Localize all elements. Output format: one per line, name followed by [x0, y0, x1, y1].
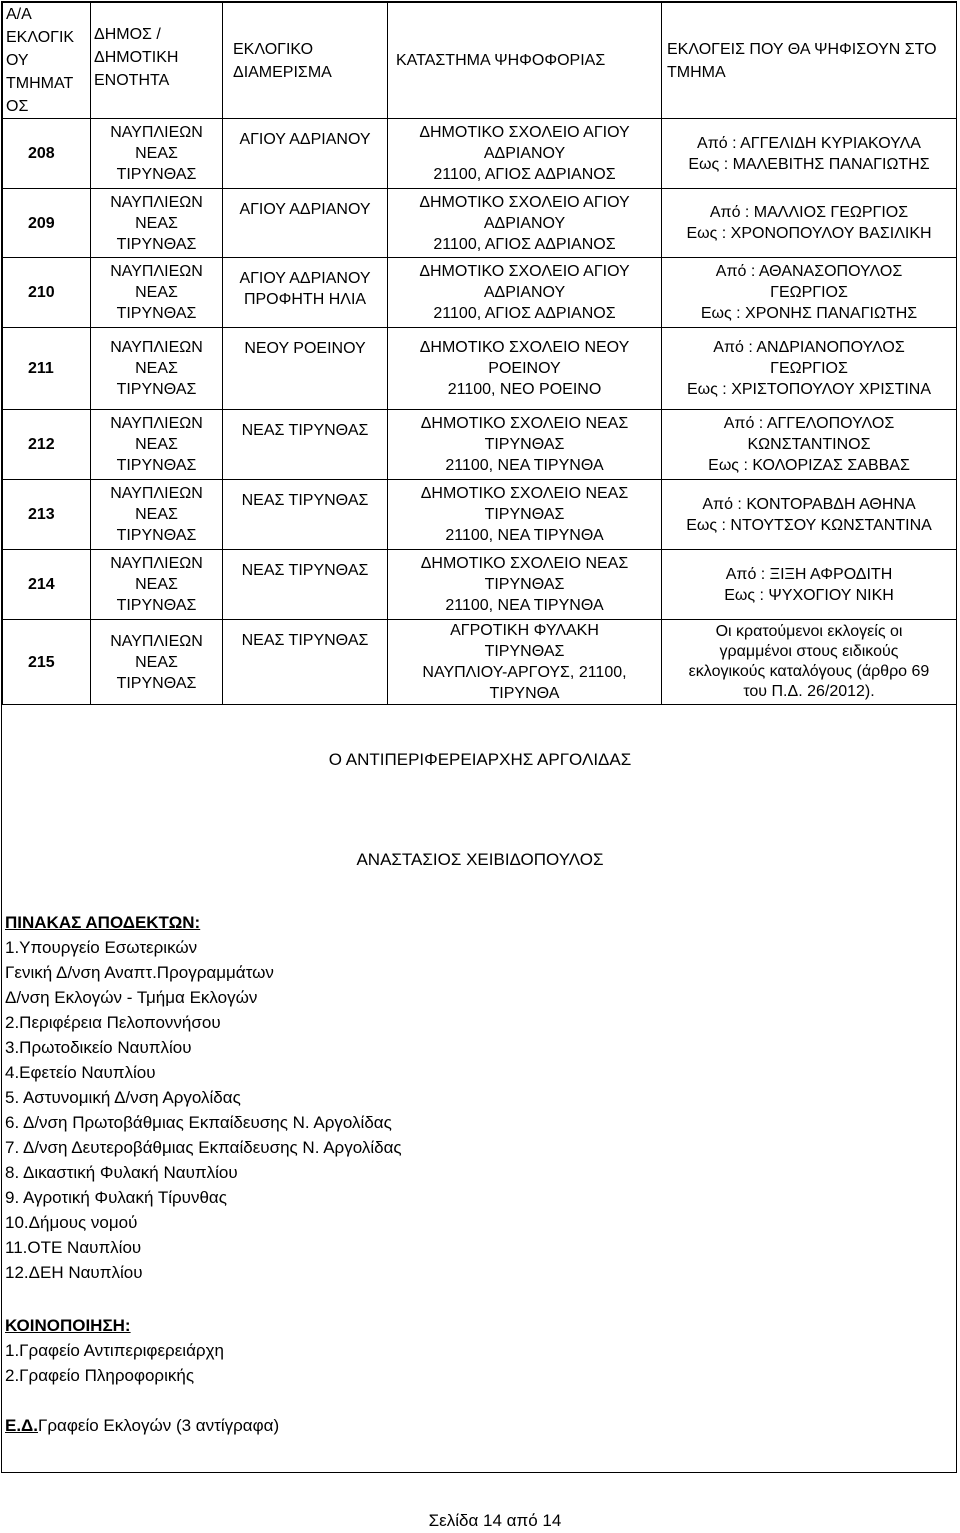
- cell-section-number: 209: [3, 189, 91, 258]
- cell-station-line: ΔΗΜΟΤΙΚΟ ΣΧΟΛΕΙΟ ΑΓΙΟΥ: [419, 193, 630, 211]
- cell-voters-line: Από : ΜΑΛΛΙΟΣ ΓΕΩΡΓΙΟΣ: [709, 204, 909, 221]
- cell-station: [388, 258, 662, 328]
- cell-station-line: ΤΙΡΥΝΘΑ: [489, 685, 560, 702]
- cell-station-line: ΔΗΜΟΤΙΚΟ ΣΧΟΛΕΙΟ ΑΓΙΟΥ: [419, 124, 630, 141]
- internal-heading: Ε.Δ.: [5, 1416, 39, 1435]
- cell-voters-line: Εως : ΧΡΙΣΤΟΠΟΥΛΟΥ ΧΡΙΣΤΙΝΑ: [686, 381, 932, 398]
- recipient-item: 8. Δικαστική Φυλακή Ναυπλίου: [5, 1163, 238, 1182]
- cell-voters-line: Εως : ΚΟΛΟΡΙΖΑΣ ΣΑΒΒΑΣ: [708, 457, 910, 474]
- cell-municipality-line: ΝΑΥΠΛΙΕΩΝ: [110, 485, 203, 502]
- recipient-item: 1.Υπουργείο Εσωτερικών: [5, 938, 198, 957]
- recipient-item: 3.Πρωτοδικείο Ναυπλίου: [5, 1038, 192, 1057]
- cell-voters: [662, 620, 957, 705]
- cell-municipality-line: ΝΑΥΠΛΙΕΩΝ: [110, 415, 203, 432]
- signature-name: ΑΝΑΣΤΑΣΙΟΣ ΧΕΙΒΙΔΟΠΟΥΛΟΣ: [356, 850, 604, 869]
- cell-voters-line: Εως : ΧΡΟΝΟΠΟΥΛΟΥ ΒΑΣΙΛΙΚΗ: [686, 225, 932, 242]
- cell-district: [223, 410, 388, 480]
- cell-station-line: ΝΑΥΠΛΙΟΥ-ΑΡΓΟΥΣ, 21100,: [422, 664, 627, 681]
- recipient-item: 2.Περιφέρεια Πελοποννήσου: [5, 1013, 221, 1032]
- cell-section-number: 208: [3, 119, 91, 189]
- recipient-item: 4.Εφετείο Ναυπλίου: [5, 1063, 156, 1082]
- cell-station: [388, 550, 662, 620]
- cell-municipality-line: ΤΙΡΥΝΘΑΣ: [116, 527, 197, 544]
- cell-district-line: ΝΕΑΣ ΤΙΡΥΝΘΑΣ: [241, 632, 369, 649]
- cell-municipality: [91, 620, 223, 705]
- cell-voters-line: Από : ΞΙΞΗ ΑΦΡΟΔΙΤΗ: [725, 565, 893, 583]
- cell-station: [388, 328, 662, 410]
- cell-district-line: ΠΡΟΦΗΤΗ ΗΛΙΑ: [243, 291, 367, 308]
- cell-municipality-line: ΝΑΥΠΛΙΕΩΝ: [110, 555, 203, 572]
- cell-section-number: 211: [3, 328, 91, 410]
- cell-voters: [662, 480, 957, 550]
- cell-voters-line: Από : ΑΝΔΡΙΑΝΟΠΟΥΛΟΣ: [713, 339, 905, 356]
- recipients-heading: ΠΙΝΑΚΑΣ ΑΠΟΔΕΚΤΩΝ:: [5, 913, 201, 932]
- cell-voters-line: του Π.Δ. 26/2012).: [743, 683, 875, 700]
- cell-voters-line: Από : ΚΟΝΤΟΡΑΒΔΗ ΑΘΗΝΑ: [702, 495, 916, 513]
- table-row: [3, 328, 957, 410]
- cell-district-line: ΝΕΑΣ ΤΙΡΥΝΘΑΣ: [241, 562, 369, 579]
- table-row: [3, 258, 957, 328]
- cell-voters-line: γραμμένοι στους ειδικούς: [719, 643, 899, 660]
- cell-municipality-line: ΝΕΑΣ: [135, 360, 178, 377]
- cell-municipality-line: ΤΙΡΥΝΘΑΣ: [116, 674, 197, 692]
- cell-voters-line: Από : ΑΓΓΕΛΟΠΟΥΛΟΣ: [723, 415, 895, 432]
- cell-section-number: 210: [3, 258, 91, 328]
- cell-voters: [662, 328, 957, 410]
- cell-district-line: ΑΓΙΟΥ ΑΔΡΙΑΝΟΥ: [239, 131, 371, 148]
- cell-voters-line: Από : ΑΓΓΕΛΙΔΗ ΚΥΡΙΑΚΟΥΛΑ: [697, 134, 921, 152]
- cell-section-number: 215: [3, 620, 91, 705]
- cell-voters: [662, 119, 957, 189]
- cell-station-line: 21100, ΝΕΑ ΤΙΡΥΝΘΑ: [445, 597, 604, 614]
- cell-station-line: ΔΗΜΟΤΙΚΟ ΣΧΟΛΕΙΟ ΝΕΑΣ: [420, 485, 629, 502]
- table-row: [3, 119, 957, 189]
- cell-municipality: [91, 258, 223, 328]
- cell-station-line: ΤΙΡΥΝΘΑΣ: [484, 436, 565, 453]
- cell-section-number: 212: [3, 410, 91, 480]
- recipient-item: 6. Δ/νση Πρωτοβάθμιας Εκπαίδευσης Ν. Αργολίδας: [5, 1113, 392, 1132]
- cell-municipality-line: ΝΕΑΣ: [135, 576, 178, 593]
- internal-distribution: [5, 1413, 279, 1438]
- cell-municipality: [91, 410, 223, 480]
- recipient-item: 7. Δ/νση Δευτεροβάθμιας Εκπαίδευσης Ν. Αργολίδας: [5, 1138, 402, 1157]
- recipients-block: [5, 910, 402, 1285]
- cell-station: [388, 620, 662, 705]
- cell-district: [223, 480, 388, 550]
- cell-municipality-line: ΝΑΥΠΛΙΕΩΝ: [110, 339, 203, 356]
- recipient-item: 9. Αγροτική Φυλακή Τίρυνθας: [5, 1188, 227, 1207]
- cell-district: [223, 258, 388, 328]
- cell-municipality-line: ΝΑΥΠΛΙΕΩΝ: [110, 193, 203, 211]
- cell-station-line: 21100, ΝΕΑ ΤΙΡΥΝΘΑ: [445, 457, 604, 474]
- cell-municipality: [91, 119, 223, 189]
- cell-voters: [662, 410, 957, 480]
- header-number: Α/Α ΕΚΛΟΓΙΚ ΟΥ ΤΜΗΜΑΤ ΟΣ: [3, 3, 91, 119]
- cell-station-line: ΑΔΡΙΑΝΟΥ: [483, 284, 566, 301]
- cell-district-line: ΝΕΟΥ ΡΟΕΙΝΟΥ: [244, 340, 366, 357]
- notification-list: [5, 1338, 224, 1388]
- cell-station: [388, 410, 662, 480]
- cell-voters-line: ΚΩΝΣΤΑΝΤΙΝΟΣ: [747, 436, 871, 453]
- cell-voters: [662, 550, 957, 620]
- cell-voters-line: εκλογικούς καταλόγους (άρθρο 69: [688, 663, 930, 680]
- cell-station-line: ΤΙΡΥΝΘΑΣ: [484, 576, 565, 593]
- cell-station-line: ΡΟΕΙΝΟΥ: [488, 360, 561, 377]
- header-district: ΕΚΛΟΓΙΚΟ ΔΙΑΜΕΡΙΣΜΑ: [223, 3, 388, 119]
- cell-voters-line: Εως : ΝΤΟΥΤΣΟΥ ΚΩΝΣΤΑΝΤΙΝΑ: [686, 516, 932, 534]
- cell-station: [388, 480, 662, 550]
- cell-voters-line: Εως : ΧΡΟΝΗΣ ΠΑΝΑΓΙΩΤΗΣ: [700, 305, 918, 322]
- recipient-item: 10.Δήμους νομού: [5, 1213, 138, 1232]
- cell-voters-line: ΓΕΩΡΓΙΟΣ: [770, 284, 848, 301]
- cell-municipality-line: ΝΕΑΣ: [135, 506, 178, 523]
- cell-station-line: ΤΙΡΥΝΘΑΣ: [484, 643, 565, 660]
- cell-voters-line: Από : ΑΘΑΝΑΣΟΠΟΥΛΟΣ: [715, 263, 903, 280]
- recipient-item: 12.ΔΕΗ Ναυπλίου: [5, 1263, 143, 1282]
- cell-district: [223, 328, 388, 410]
- recipient-item: Δ/νση Εκλογών - Τμήμα Εκλογών: [5, 988, 258, 1007]
- cell-station-line: ΑΔΡΙΑΝΟΥ: [483, 145, 566, 162]
- cell-station: [388, 119, 662, 189]
- cell-municipality: [91, 480, 223, 550]
- cell-municipality-line: ΝΑΥΠΛΙΕΩΝ: [110, 124, 203, 141]
- table-header-row: [3, 3, 957, 119]
- cell-district: [223, 189, 388, 258]
- recipients-list: [5, 935, 402, 1285]
- cell-municipality-line: ΝΕΑΣ: [135, 214, 178, 232]
- table-row: [3, 550, 957, 620]
- table-row: [3, 620, 957, 705]
- signature-title: Ο ΑΝΤΙΠΕΡΙΦΕΡΕΙΑΡΧΗΣ ΑΡΓΟΛΙΔΑΣ: [328, 750, 632, 769]
- cell-municipality-line: ΤΙΡΥΝΘΑΣ: [116, 457, 197, 474]
- cell-station-line: ΑΔΡΙΑΝΟΥ: [483, 214, 566, 232]
- cell-station-line: 21100, ΑΓΙΟΣ ΑΔΡΙΑΝΟΣ: [433, 235, 616, 253]
- cell-station-line: ΔΗΜΟΤΙΚΟ ΣΧΟΛΕΙΟ ΝΕΟΥ: [419, 339, 630, 356]
- cell-voters-line: Εως : ΜΑΛΕΒΙΤΗΣ ΠΑΝΑΓΙΩΤΗΣ: [688, 155, 930, 173]
- cell-voters-line: ΓΕΩΡΓΙΟΣ: [770, 360, 848, 377]
- cell-station-line: 21100, ΑΓΙΟΣ ΑΔΡΙΑΝΟΣ: [433, 166, 616, 183]
- cell-municipality-line: ΝΕΑΣ: [135, 145, 178, 162]
- cell-district: [223, 550, 388, 620]
- internal-text: Γραφείο Εκλογών (3 αντίγραφα): [38, 1416, 280, 1435]
- header-voters: ΕΚΛΟΓΕΙΣ ΠΟΥ ΘΑ ΨΗΦΙΣΟΥΝ ΣΤΟ ΤΜΗΜΑ: [662, 3, 957, 119]
- cell-district-line: ΝΕΑΣ ΤΙΡΥΝΘΑΣ: [241, 422, 369, 439]
- cell-municipality-line: ΤΙΡΥΝΘΑΣ: [116, 305, 197, 322]
- recipient-item: 11.ΟΤΕ Ναυπλίου: [5, 1238, 142, 1257]
- notification-item: 1.Γραφείο Αντιπεριφερειάρχη: [5, 1341, 224, 1360]
- cell-station-line: 21100, ΝΕΑ ΤΙΡΥΝΘΑ: [445, 527, 604, 544]
- cell-section-number: 213: [3, 480, 91, 550]
- cell-district: [223, 620, 388, 705]
- cell-district-line: ΑΓΙΟΥ ΑΔΡΙΑΝΟΥ: [239, 201, 371, 218]
- cell-voters: [662, 258, 957, 328]
- cell-district-line: ΑΓΙΟΥ ΑΔΡΙΑΝΟΥ: [239, 270, 371, 287]
- cell-voters: [662, 189, 957, 258]
- cell-voters-line: Εως : ΨΥΧΟΓΙΟΥ ΝΙΚΗ: [724, 586, 894, 604]
- cell-municipality-line: ΝΑΥΠΛΙΕΩΝ: [110, 632, 203, 650]
- cell-station-line: ΔΗΜΟΤΙΚΟ ΣΧΟΛΕΙΟ ΝΕΑΣ: [420, 415, 629, 432]
- table-row: [3, 410, 957, 480]
- cell-municipality-line: ΤΙΡΥΝΘΑΣ: [116, 381, 197, 398]
- header-station: ΚΑΤΑΣΤΗΜΑ ΨΗΦΟΦΟΡΙΑΣ: [388, 3, 662, 119]
- table-row: [3, 480, 957, 550]
- polling-stations-table: [2, 2, 957, 705]
- recipient-item: Γενική Δ/νση Αναπτ.Προγραμμάτων: [5, 963, 274, 982]
- cell-district-line: ΝΕΑΣ ΤΙΡΥΝΘΑΣ: [241, 492, 369, 509]
- page-number: Σελίδα 14 από 14: [428, 1511, 562, 1530]
- notification-item: 2.Γραφείο Πληροφορικής: [5, 1366, 195, 1385]
- cell-station-line: ΤΙΡΥΝΘΑΣ: [484, 506, 565, 523]
- cell-section-number: 214: [3, 550, 91, 620]
- table-row: [3, 189, 957, 258]
- cell-station-line: ΔΗΜΟΤΙΚΟ ΣΧΟΛΕΙΟ ΑΓΙΟΥ: [419, 263, 630, 280]
- recipient-item: 5. Αστυνομική Δ/νση Αργολίδας: [5, 1088, 241, 1107]
- cell-station-line: 21100, ΝΕΟ ΡΟΕΙΝΟ: [447, 381, 602, 398]
- cell-municipality: [91, 328, 223, 410]
- cell-municipality-line: ΝΕΑΣ: [135, 653, 178, 671]
- cell-station-line: ΑΓΡΟΤΙΚΗ ΦΥΛΑΚΗ: [450, 622, 599, 639]
- header-municipality: ΔΗΜΟΣ / ΔΗΜΟΤΙΚΗ ΕΝΟΤΗΤΑ: [91, 3, 223, 119]
- cell-municipality-line: ΤΙΡΥΝΘΑΣ: [116, 235, 197, 253]
- cell-district: [223, 119, 388, 189]
- cell-station: [388, 189, 662, 258]
- notification-block: [5, 1313, 224, 1388]
- cell-voters-line: Οι κρατούμενοι εκλογείς οι: [715, 623, 903, 640]
- cell-municipality-line: ΤΙΡΥΝΘΑΣ: [116, 166, 197, 183]
- cell-station-line: ΔΗΜΟΤΙΚΟ ΣΧΟΛΕΙΟ ΝΕΑΣ: [420, 555, 629, 572]
- cell-station-line: 21100, ΑΓΙΟΣ ΑΔΡΙΑΝΟΣ: [433, 305, 616, 322]
- cell-municipality-line: ΝΑΥΠΛΙΕΩΝ: [110, 263, 203, 280]
- cell-municipality: [91, 550, 223, 620]
- cell-municipality-line: ΝΕΑΣ: [135, 436, 178, 453]
- cell-municipality-line: ΤΙΡΥΝΘΑΣ: [116, 597, 197, 614]
- cell-municipality: [91, 189, 223, 258]
- notification-heading: ΚΟΙΝΟΠΟΙΗΣΗ:: [5, 1316, 131, 1335]
- cell-municipality-line: ΝΕΑΣ: [135, 284, 178, 301]
